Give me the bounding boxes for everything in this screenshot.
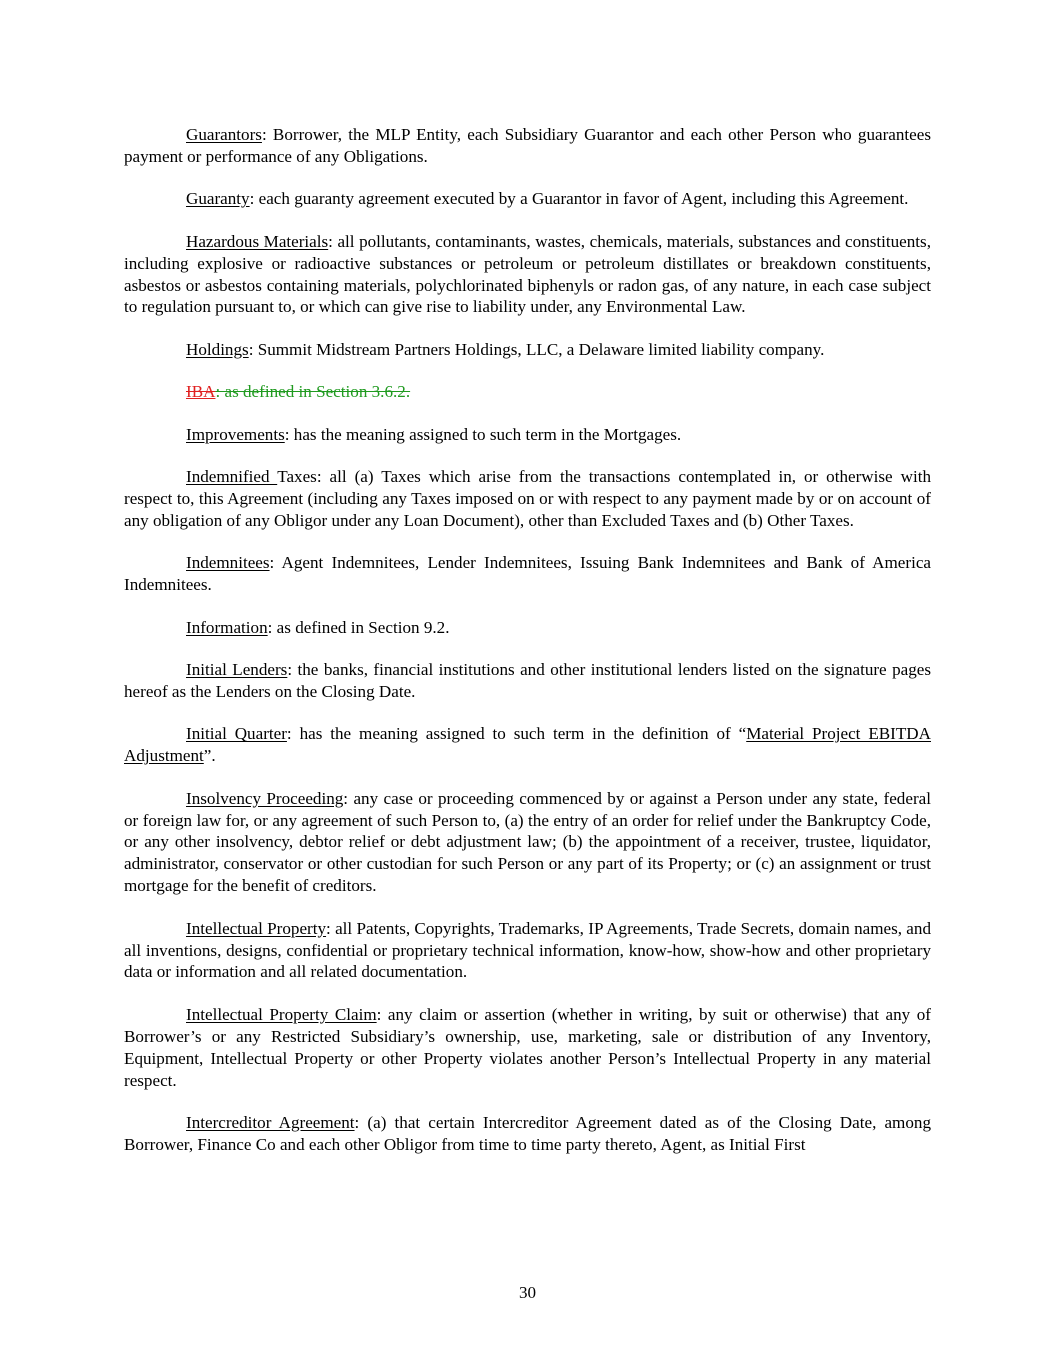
definition-text: : any claim or assertion (whether in writing, by suit or otherwise) that any of Borrower’s or any Restricted Subsidiary’s ownership, use, marketing, sale or distribution of any Inventory, Equipment, Intellectual Property or other Property violates another Person’s Intellectual Property in any material respect.: [124, 1004, 931, 1090]
definition-iba-deleted: [124, 381, 931, 403]
definition-text: : each guaranty agreement executed by a Guarantor in favor of Agent, including this Agreement.: [249, 189, 909, 209]
definition-text: : Summit Midstream Partners Holdings, LLC, a Delaware limited liability company.: [248, 339, 825, 359]
deleted-text: : as defined in Section 3.6.2.: [215, 382, 411, 402]
definition-text: : Agent Indemnitees, Lender Indemnitees, Issuing Bank Indemnitees and Bank of America Indemnitees.: [124, 553, 931, 595]
definition-intercreditor-agreement: [124, 1112, 931, 1156]
defined-term: Initial Quarter: [186, 724, 287, 744]
definition-intellectual-property-claim: [124, 1004, 931, 1092]
definition-text: : all pollutants, contaminants, wastes, chemicals, materials, substances and constituents, including explosive or radioactive substances or petroleum or petroleum distillates or breakdown constituents, asbestos or asbestos containing materials, polychlorinated biphenyls or radon gas, of any nature, in each case subject to regulation pursuant to, or which can give rise to liability under, any Environmental Law.: [124, 231, 931, 317]
defined-term: Intercreditor Agreement: [186, 1113, 355, 1132]
definition-intellectual-property: [124, 918, 931, 984]
defined-term: Holdings: [186, 339, 249, 359]
cross-reference-term: Material Project EBITDA Adjustment: [124, 724, 931, 766]
deleted-term: IBA: [186, 382, 216, 402]
definition-guarantors: [124, 124, 931, 168]
definition-initial-quarter: [124, 723, 931, 767]
defined-term: Indemnified: [186, 467, 278, 487]
defined-term: Hazardous Materials: [186, 231, 329, 251]
definition-indemnified-taxes: [124, 466, 931, 532]
definition-text: : Borrower, the MLP Entity, each Subsidiary Guarantor and each other Person who guarantees payment or performance of any Obligations.: [124, 125, 931, 166]
definition-holdings: [124, 339, 931, 361]
definition-text-end: ”.: [203, 746, 216, 766]
definition-text: : has the meaning assigned to such term in the Mortgages.: [284, 424, 682, 444]
definition-text: : all Patents, Copyrights, Trademarks, IP Agreements, Trade Secrets, domain names, and all inventions, designs, confidential or proprietary technical information, know-how, show-how and other proprietary data or information and all related documentation.: [124, 918, 931, 982]
definition-information: [124, 617, 931, 639]
defined-term: Intellectual Property Claim: [186, 1004, 377, 1024]
defined-term: Guarantors: [186, 125, 262, 144]
definition-indemnitees: [124, 552, 931, 596]
definition-initial-lenders: [124, 659, 931, 703]
definition-text: : the banks, financial institutions and other institutional lenders listed on the signature pages hereof as the Lenders on the Closing Date.: [124, 660, 932, 701]
definition-insolvency-proceeding: [124, 788, 931, 898]
definition-improvements: [124, 424, 931, 446]
page-number: 30: [518, 1283, 537, 1302]
definition-guaranty: [124, 188, 931, 210]
definition-text: : has the meaning assigned to such term in the definition of “: [286, 724, 747, 744]
defined-term: Intellectual Property: [186, 918, 327, 938]
defined-term: Improvements: [186, 424, 285, 444]
definition-text: Taxes: all (a) Taxes which arise from the transactions contemplated in, or otherwise with respect to, this Agreement (including any Taxes imposed on or with respect to any payment made by or on account of any obligation of any Obligor under any Loan Document), other than Excluded Taxes and (b) Other Taxes.: [124, 467, 931, 530]
definition-hazardous-materials: [124, 231, 931, 319]
definition-text: : (a) that certain Intercreditor Agreement dated as of the Closing Date, among Borrower, Finance Co and each other Obligor from time to time party thereto, Agent, as Initial First: [124, 1113, 931, 1154]
document-page: [124, 124, 931, 1176]
defined-term: Insolvency Proceeding: [186, 788, 344, 808]
definition-text: : any case or proceeding commenced by or against a Person under any state, federal or foreign law for, or any agreement of such Person to, (a) the entry of an order for relief under the Bankruptcy Code, or any other insolvency, debtor relief or debt adjustment law; (b) the appointment of a receiver, trustee, liquidator, administrator, conservator or other custodian for such Person or any part of its Property; or (c) an assignment or trust mortgage for the benefit of creditors.: [124, 788, 931, 896]
definition-text: : as defined in Section 9.2.: [267, 617, 450, 637]
defined-term: Initial Lenders: [186, 660, 288, 679]
defined-term: Information: [186, 617, 268, 637]
defined-term: Guaranty: [186, 189, 250, 209]
defined-term: Indemnitees: [186, 553, 270, 573]
